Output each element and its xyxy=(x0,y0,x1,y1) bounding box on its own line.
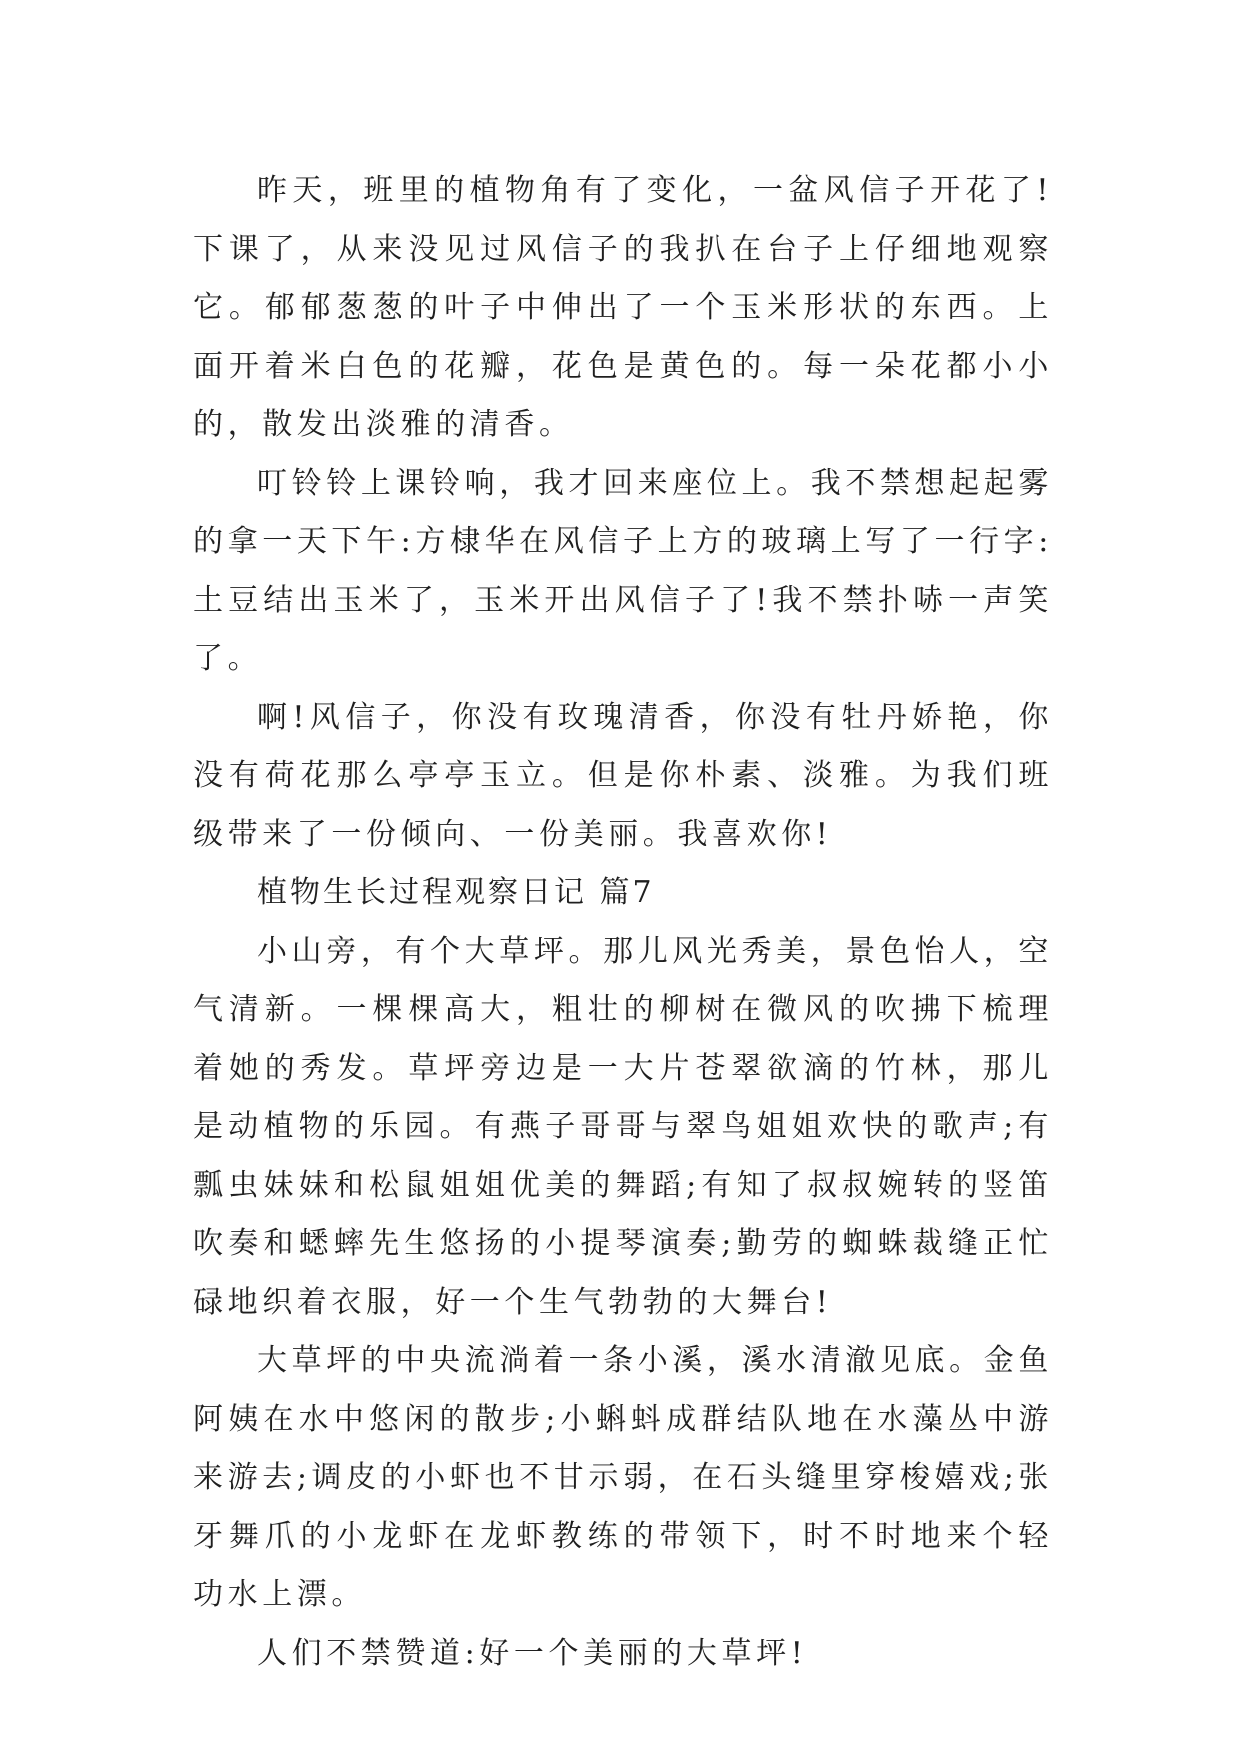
paragraph-grass-meadow: 小山旁，有个大草坪。那儿风光秀美，景色怡人，空气清新。一棵棵高大，粗壮的柳树在微风的吹拂下梳理着她的秀发。草坪旁边是一大片苍翠欲滴的竹林，那儿是动植物的乐园。有燕子哥哥与翠鸟姐姐欢快的歌声;有瓢虫妹妹和松鼠姐姐优美的舞蹈;有知了叔叔婉转的竖笛吹奏和蟋蟀先生悠扬的小提琴演奏;勤劳的蜘蛛裁缝正忙碌地织着衣服，好一个生气勃勃的大舞台! xyxy=(193,933,1053,1320)
document-body xyxy=(193,162,1053,1683)
paragraph-ode-hyacinth: 啊!风信子，你没有玫瑰清香，你没有牡丹娇艳，你没有荷花那么亭亭玉立。但是你朴素、淡雅。为我们班级带来了一份倾向、一份美丽。我喜欢你! xyxy=(193,699,1053,852)
paragraph-stream: 大草坪的中央流淌着一条小溪，溪水清澈见底。金鱼阿姨在水中悠闲的散步;小蝌蚪成群结队地在水藻丛中游来游去;调皮的小虾也不甘示弱，在石头缝里穿梭嬉戏;张牙舞爪的小龙虾在龙虾教练的带领下，时不时地来个轻功水上漂。 xyxy=(193,1343,1053,1612)
paragraph-closing: 人们不禁赞道:好一个美丽的大草坪! xyxy=(257,1635,808,1671)
paragraph-hyacinth-bloom: 昨天，班里的植物角有了变化，一盆风信子开花了!下课了，从来没见过风信子的我扒在台子上仔细地观察它。郁郁葱葱的叶子中伸出了一个玉米形状的东西。上面开着米白色的花瓣，花色是黄色的。每一朵花都小小的，散发出淡雅的清香。 xyxy=(193,173,1053,442)
section-heading: 植物生长过程观察日记 篇7 xyxy=(257,875,655,910)
paragraph-class-bell: 叮铃铃上课铃响，我才回来座位上。我不禁想起起雾的拿一天下午:方棣华在风信子上方的玻璃上写了一行字:土豆结出玉米了，玉米开出风信子了!我不禁扑哧一声笑了。 xyxy=(193,465,1053,676)
